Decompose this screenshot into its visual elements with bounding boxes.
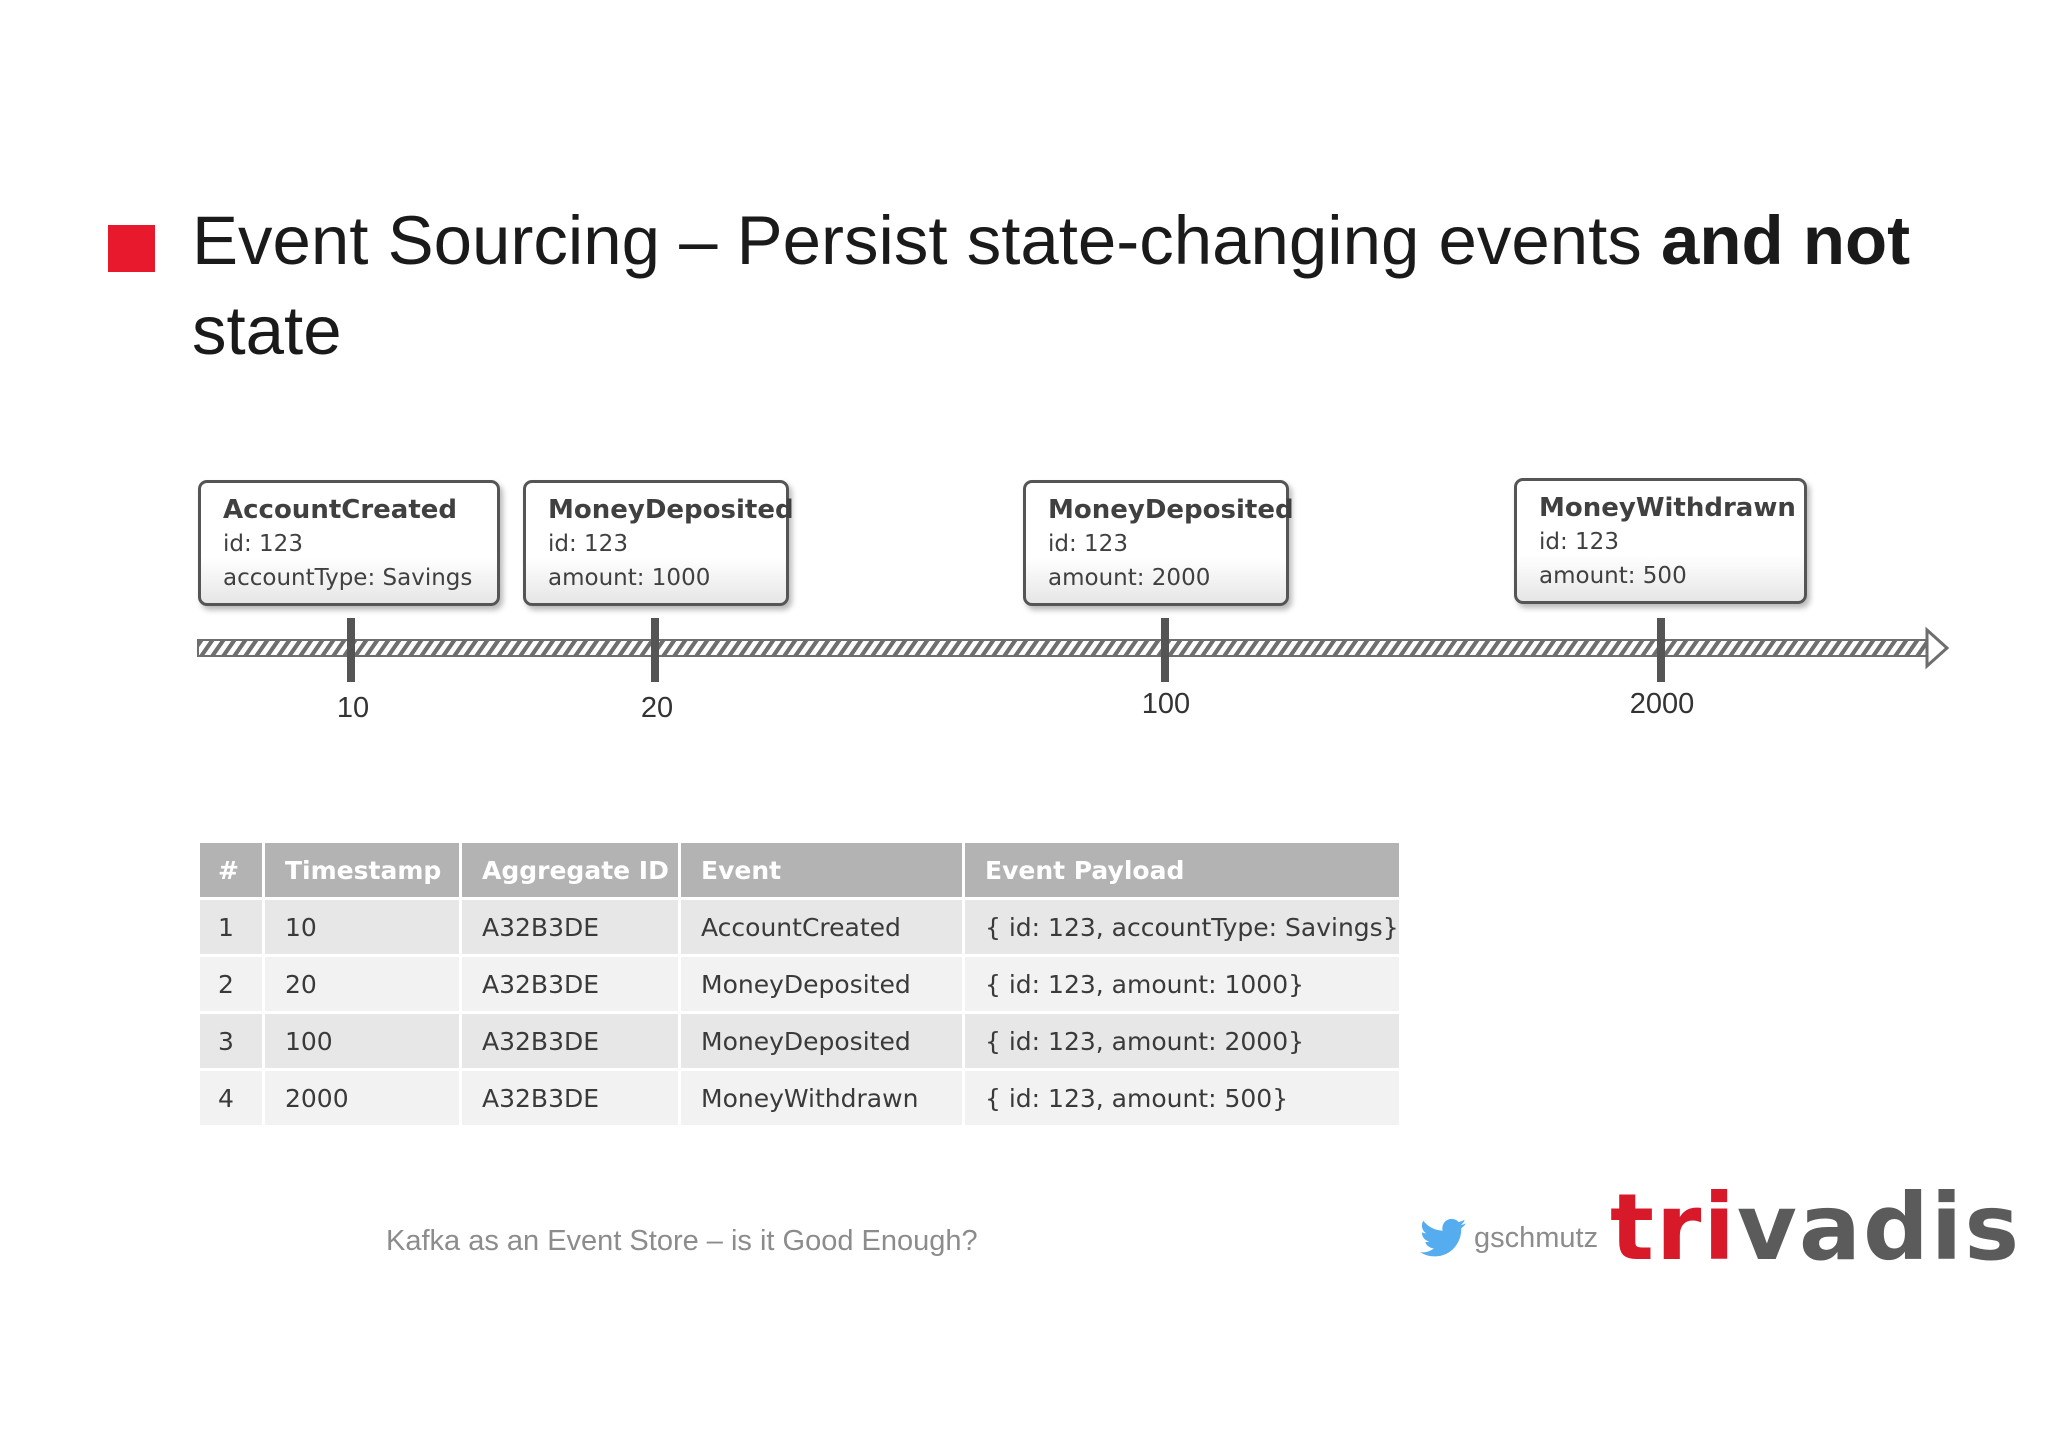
table-header-row — [200, 843, 1399, 897]
logo-prefix: tri — [1610, 1174, 1737, 1281]
col-header-number: # — [200, 843, 262, 897]
event-store-table — [197, 840, 1402, 1128]
twitter-handle-text: gschmutz — [1474, 1221, 1599, 1254]
event-id: id: 123 — [223, 531, 303, 557]
col-header-event: Event — [681, 843, 962, 897]
trivadis-logo — [1610, 1174, 2022, 1281]
cell-event-payload: { id: 123, amount: 2000} — [965, 1014, 1399, 1068]
tick-label-2000: 2000 — [1629, 688, 1695, 720]
table-row — [200, 957, 1399, 1011]
col-header-aggregate-id: Aggregate ID — [462, 843, 678, 897]
col-header-timestamp: Timestamp — [265, 843, 459, 897]
cell-event: MoneyDeposited — [681, 1014, 962, 1068]
tick-2000 — [1657, 618, 1665, 682]
event-box-money-deposited-2 — [1023, 480, 1294, 606]
event-name: MoneyWithdrawn — [1539, 493, 1796, 523]
event-id: id: 123 — [1048, 531, 1128, 557]
cell-number: 4 — [200, 1071, 262, 1125]
event-id: id: 123 — [548, 531, 628, 557]
cell-timestamp: 20 — [265, 957, 459, 1011]
event-name: AccountCreated — [223, 495, 458, 525]
cell-event-payload: { id: 123, amount: 1000} — [965, 957, 1399, 1011]
title-bold: and not — [1660, 202, 1911, 279]
tick-label-100: 100 — [1141, 688, 1191, 720]
cell-event: AccountCreated — [681, 900, 962, 954]
event-name: MoneyDeposited — [1048, 495, 1294, 525]
twitter-bird-icon — [1420, 1218, 1466, 1258]
event-attribute: accountType: Savings — [223, 565, 473, 591]
col-header-event-payload: Event Payload — [965, 843, 1399, 897]
title-tail: state — [192, 292, 342, 369]
event-box-account-created — [198, 480, 500, 606]
cell-aggregate-id: A32B3DE — [462, 900, 678, 954]
cell-aggregate-id: A32B3DE — [462, 957, 678, 1011]
logo-suffix: vadis — [1736, 1174, 2022, 1281]
timeline — [0, 610, 2048, 690]
event-attribute: amount: 500 — [1539, 563, 1687, 589]
tick-label-10: 10 — [336, 692, 370, 724]
footer-talk-title: Kafka as an Event Store – is it Good Enough? — [386, 1225, 978, 1257]
cell-timestamp: 10 — [265, 900, 459, 954]
cell-event: MoneyWithdrawn — [681, 1071, 962, 1125]
event-box-money-deposited-1 — [523, 480, 794, 606]
cell-number: 3 — [200, 1014, 262, 1068]
cell-event-payload: { id: 123, amount: 500} — [965, 1071, 1399, 1125]
title-regular: Event Sourcing – Persist state-changing events — [192, 202, 1661, 279]
twitter-handle — [1420, 1213, 1598, 1263]
title-bullet-icon — [108, 225, 155, 272]
cell-timestamp: 2000 — [265, 1071, 459, 1125]
event-box-money-withdrawn — [1514, 478, 1807, 604]
tick-label-20: 20 — [640, 692, 674, 724]
tick-10 — [347, 618, 355, 682]
event-attribute: amount: 1000 — [548, 565, 711, 591]
cell-event-payload: { id: 123, accountType: Savings} — [965, 900, 1399, 954]
table-row — [200, 1014, 1399, 1068]
cell-aggregate-id: A32B3DE — [462, 1071, 678, 1125]
table-row — [200, 1071, 1399, 1125]
tick-20 — [651, 618, 659, 682]
event-attribute: amount: 2000 — [1048, 565, 1211, 591]
cell-number: 2 — [200, 957, 262, 1011]
timeline-bar — [198, 640, 1933, 656]
cell-timestamp: 100 — [265, 1014, 459, 1068]
arrow-head-icon — [1927, 630, 1947, 666]
cell-event: MoneyDeposited — [681, 957, 962, 1011]
slide-title — [192, 196, 1952, 376]
table-row — [200, 900, 1399, 954]
cell-aggregate-id: A32B3DE — [462, 1014, 678, 1068]
cell-number: 1 — [200, 900, 262, 954]
tick-100 — [1161, 618, 1169, 682]
event-id: id: 123 — [1539, 529, 1619, 555]
event-name: MoneyDeposited — [548, 495, 794, 525]
